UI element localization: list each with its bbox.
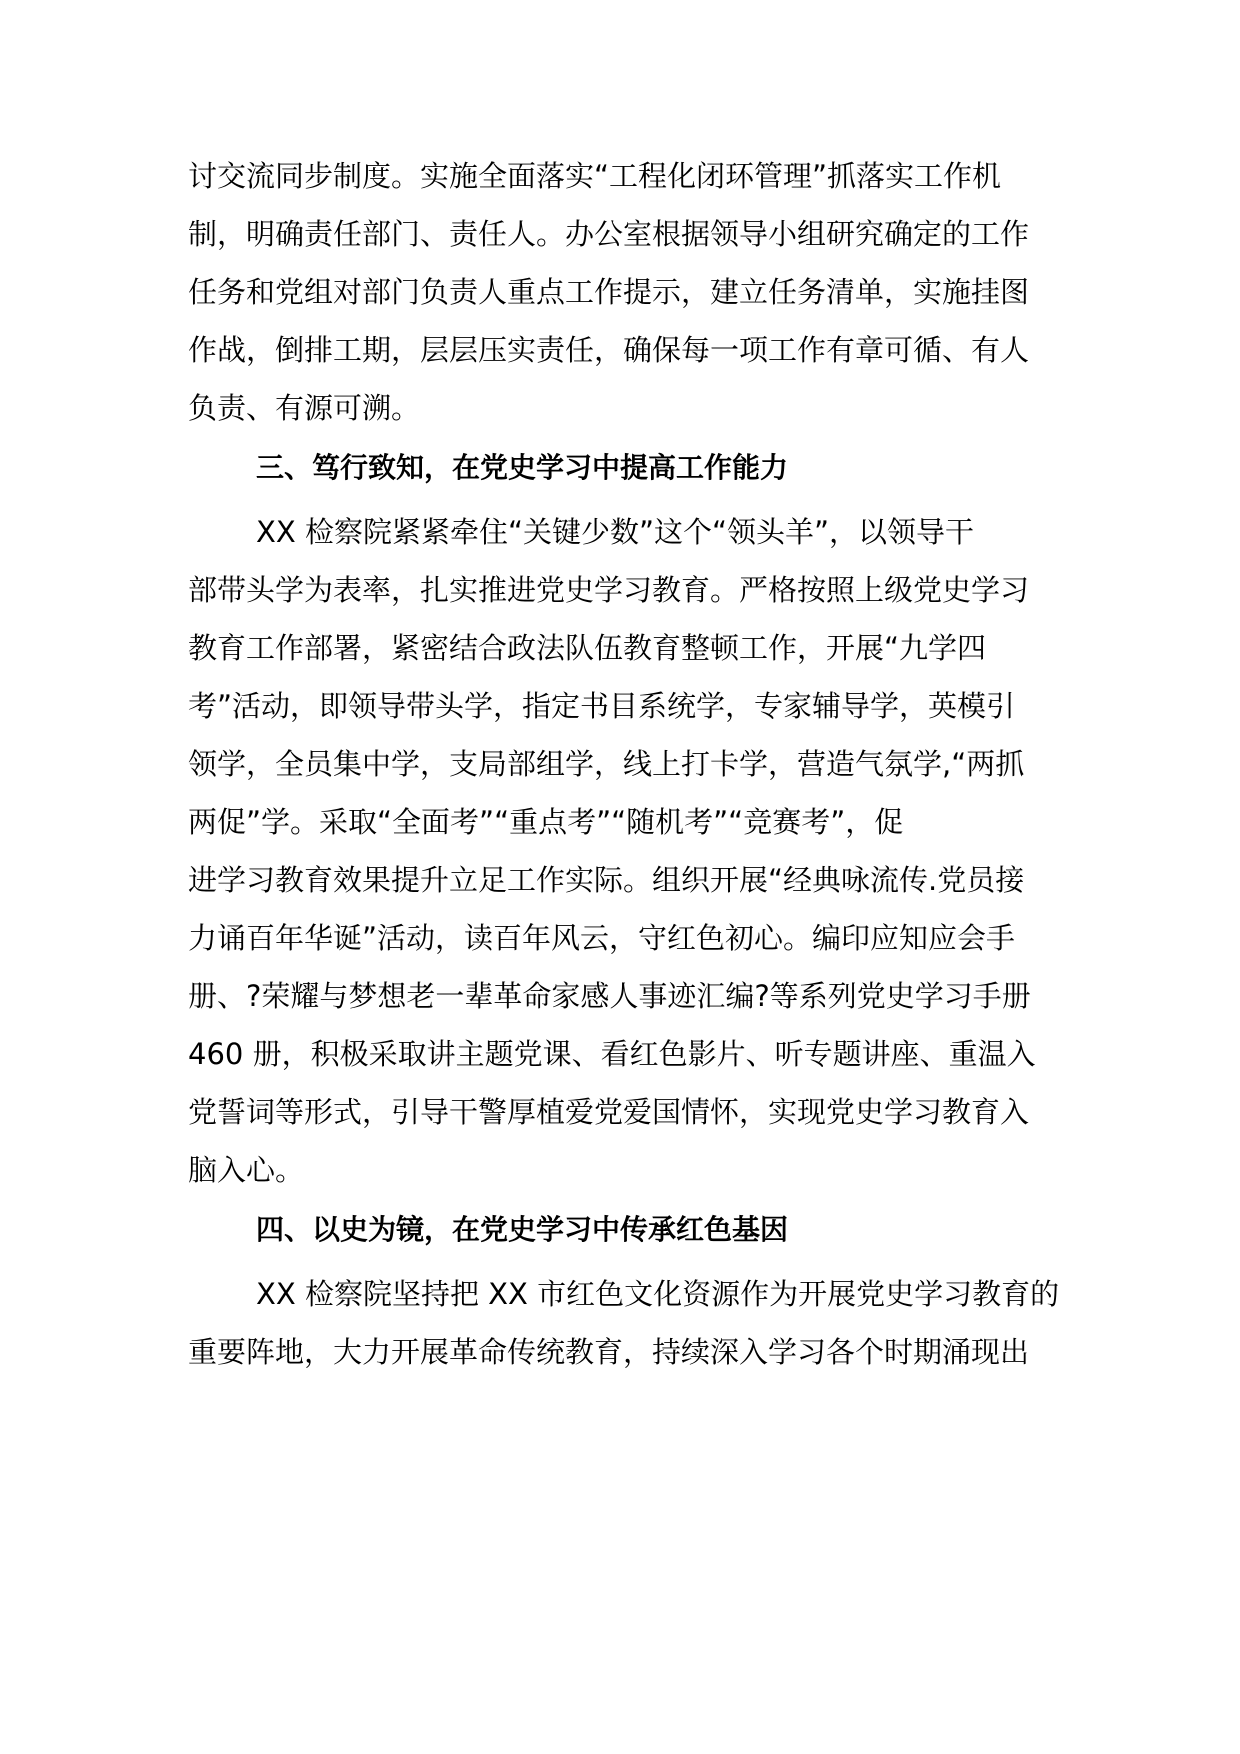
paragraph-line: 作战，倒排工期，层层压实责任，确保每一项工作有章可循、有人 xyxy=(188,333,1030,367)
section-heading-3: 三、笃行致知，在党史学习中提高工作能力 xyxy=(256,451,789,484)
paragraph-line: 负责、有源可溯。 xyxy=(188,391,421,425)
paragraph-line: 讨交流同步制度。实施全面落实“工程化闭环管理”抓落实工作机 xyxy=(188,159,1002,193)
paragraph-line: 进学习教育效果提升立足工作实际。组织开展“经典咏流传.党员接 xyxy=(188,863,1025,897)
paragraph-line: 考”活动，即领导带头学，指定书目系统学，专家辅导学，英模引 xyxy=(188,689,1016,723)
paragraph-line: 力诵百年华诞”活动，读百年风云，守红色初心。编印应知应会手 xyxy=(188,921,1016,955)
paragraph-line: 部带头学为表率，扎实推进党史学习教育。严格按照上级党史学习 xyxy=(188,573,1030,607)
section-heading-4: 四、以史为镜，在党史学习中传承红色基因 xyxy=(256,1213,789,1246)
paragraph-line: 460 册，积极采取讲主题党课、看红色影片、听专题讲座、重温入 xyxy=(188,1037,1036,1071)
paragraph-line: 脑入心。 xyxy=(188,1153,305,1187)
paragraph-line: 任务和党组对部门负责人重点工作提示，建立任务清单，实施挂图 xyxy=(188,275,1030,309)
paragraph-line: 册、?荣耀与梦想老一辈革命家感人事迹汇编?等系列党史学习手册 xyxy=(188,979,1031,1013)
paragraph-line: 重要阵地，大力开展革命传统教育，持续深入学习各个时期涌现出 xyxy=(188,1335,1030,1369)
paragraph-line: 教育工作部署，紧密结合政法队伍教育整顿工作，开展“九学四 xyxy=(188,631,987,665)
paragraph-line: 领学，全员集中学，支局部组学，线上打卡学，营造气氛学,“两抓 xyxy=(188,747,1025,781)
paragraph-line: 制，明确责任部门、责任人。办公室根据领导小组研究确定的工作 xyxy=(188,217,1030,251)
paragraph-line: XX 检察院紧紧牵住“关键少数”这个“领头羊”，以领导干 xyxy=(256,515,975,549)
paragraph-line: 党誓词等形式，引导干警厚植爱党爱国情怀，实现党史学习教育入 xyxy=(188,1095,1030,1129)
paragraph-line: XX 检察院坚持把 XX 市红色文化资源作为开展党史学习教育的 xyxy=(256,1277,1060,1311)
paragraph-line: 两促”学。采取“全面考”“重点考”“随机考”“竞赛考”，促 xyxy=(188,805,904,839)
